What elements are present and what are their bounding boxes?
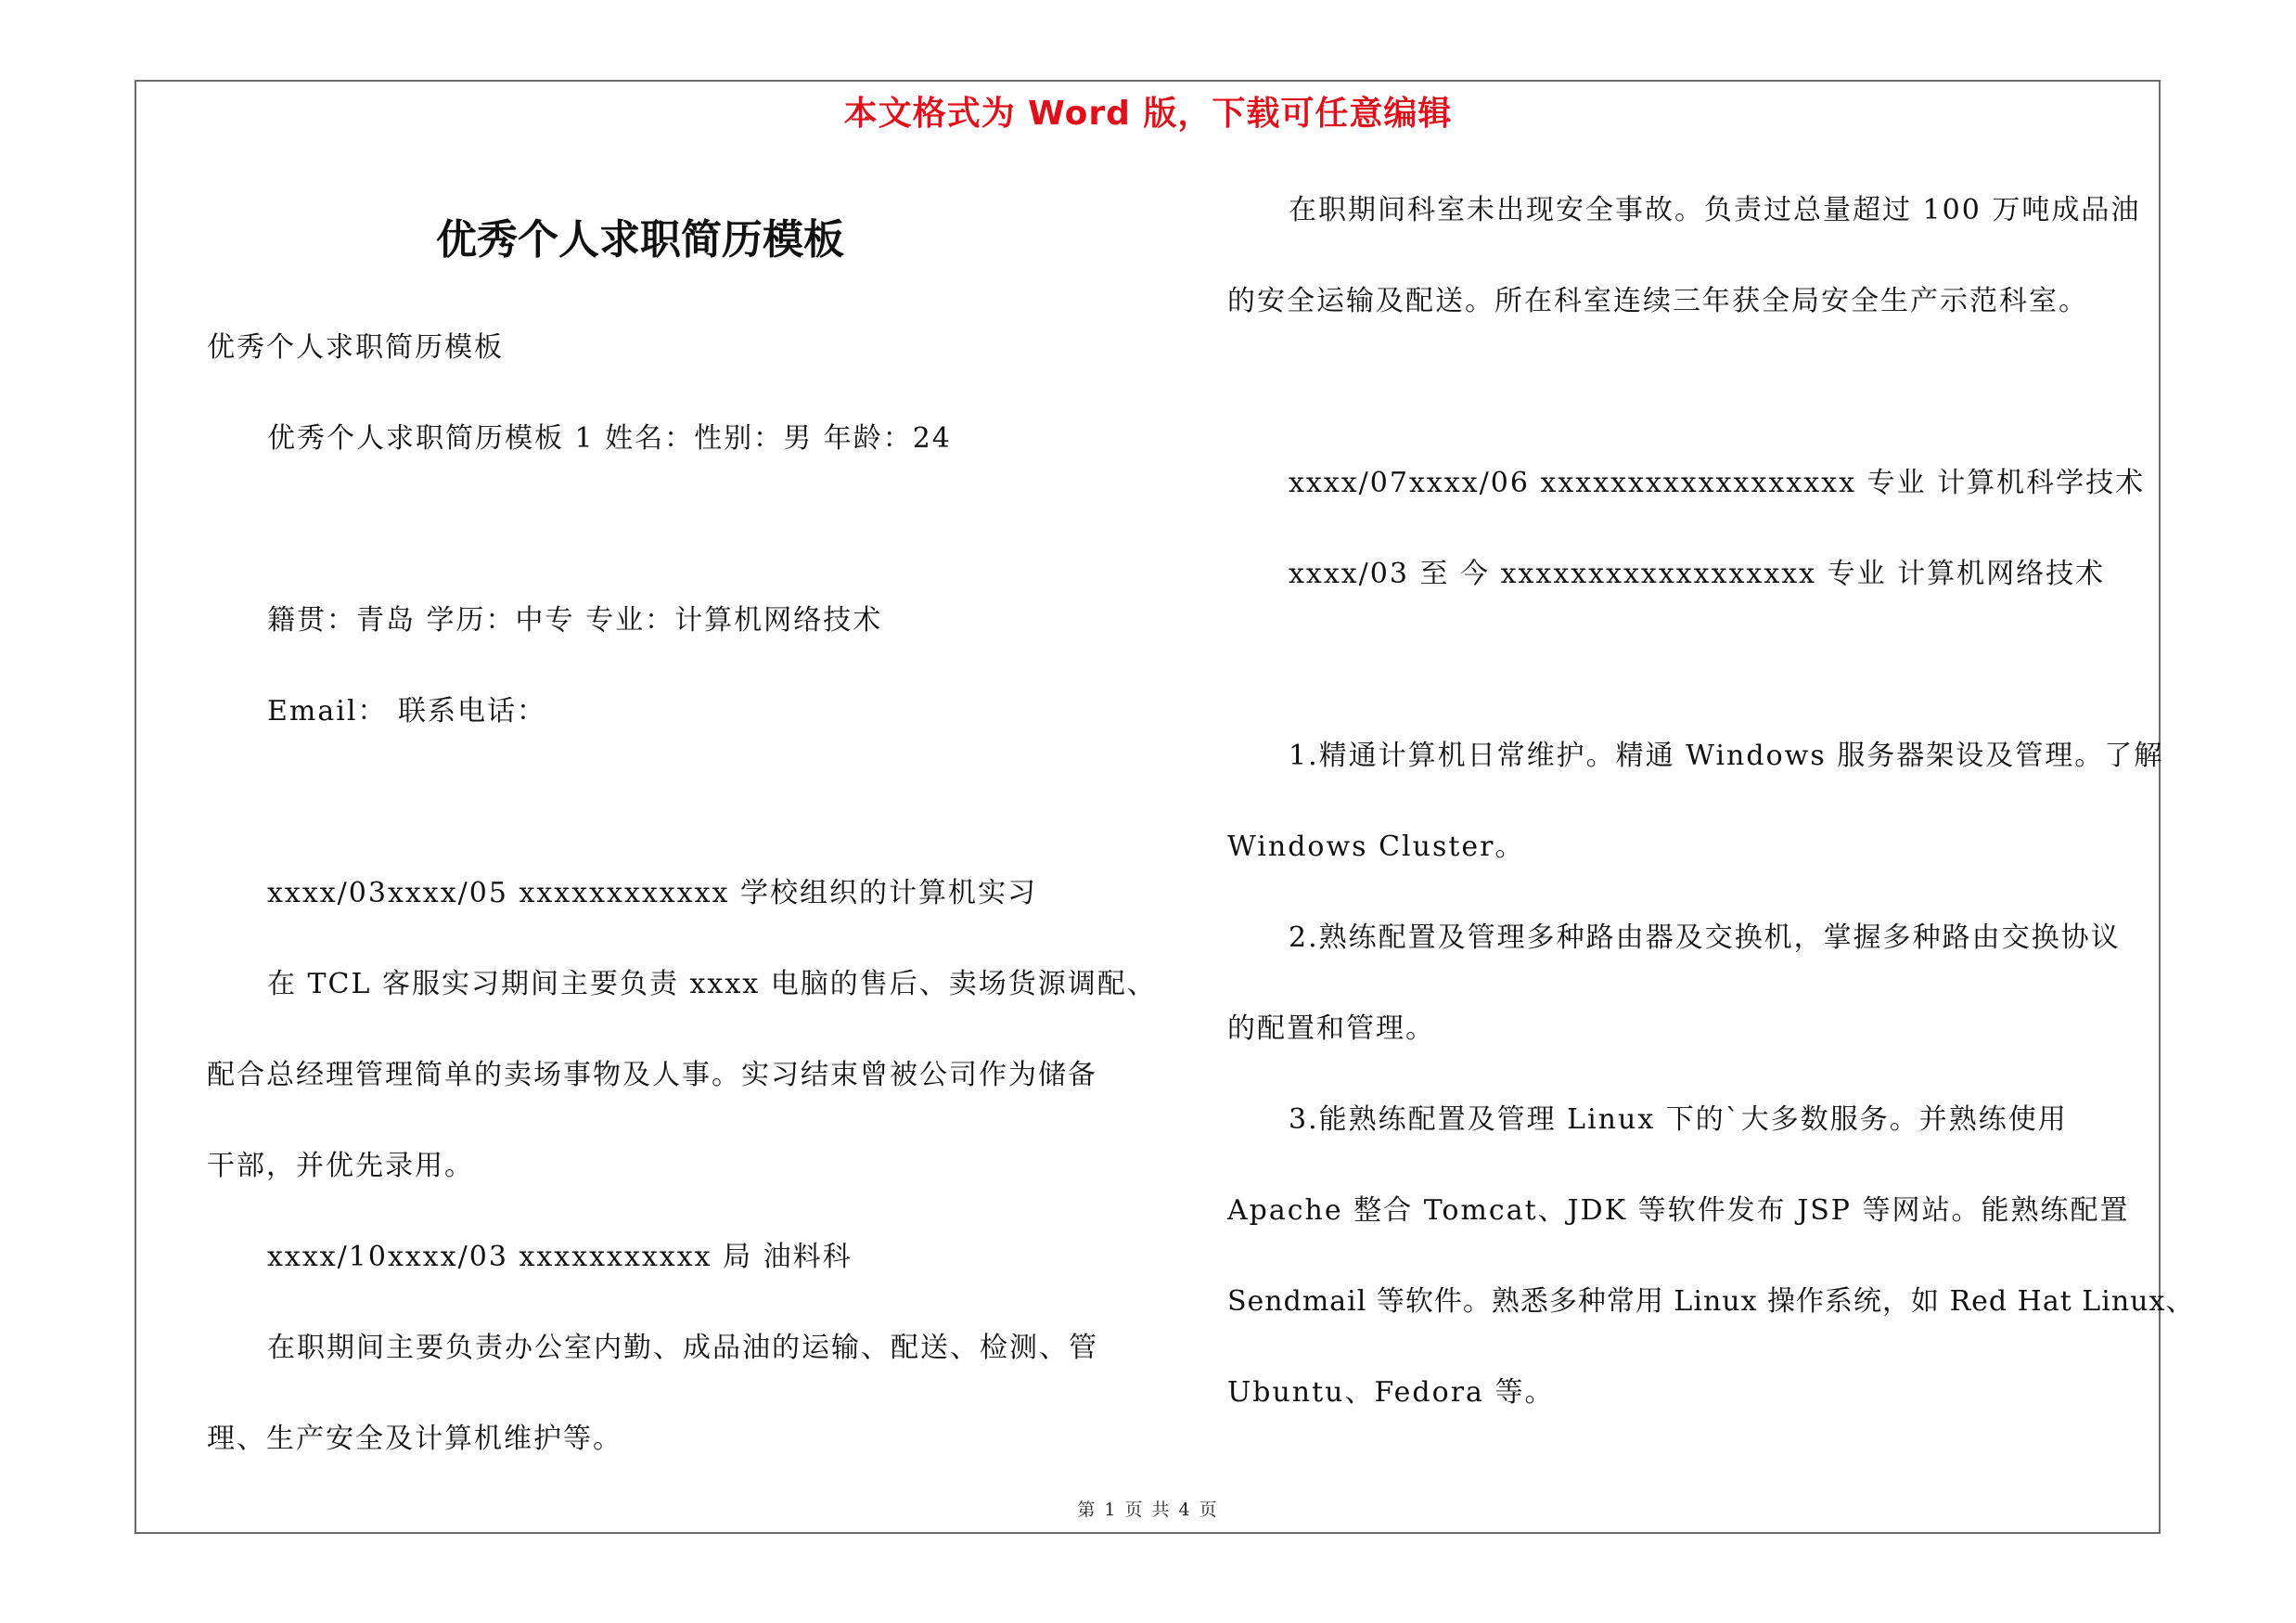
right-paragraph-skill-3d: Ubuntu、Fedora 等。: [1227, 1376, 1555, 1409]
left-paragraph-job-desc-1: 在职期间主要负责办公室内勤、成品油的运输、配送、检测、管: [267, 1332, 1098, 1364]
right-paragraph-skill-3a: 3.能熟练配置及管理 Linux 下的`大多数服务。并熟练使用: [1289, 1103, 2068, 1136]
right-paragraph-safety-1: 在职期间科室未出现安全事故。负责过总量超过 100 万吨成品油: [1289, 194, 2141, 226]
right-paragraph-skill-1a: 1.精通计算机日常维护。精通 Windows 服务器架设及管理。了解: [1289, 740, 2164, 772]
left-paragraph-internship-desc-2: 配合总经理管理简单的卖场事物及人事。实习结束曾被公司作为储备: [207, 1059, 1097, 1091]
right-paragraph-safety-2: 的安全运输及配送。所在科室连续三年获全局安全生产示范科室。: [1227, 285, 2088, 317]
right-paragraph-skill-2b: 的配置和管理。: [1227, 1012, 1435, 1045]
right-paragraph-skill-3c: Sendmail 等软件。熟悉多种常用 Linux 操作系统，如 Red Hat Linux、: [1227, 1285, 2195, 1318]
right-paragraph-education-2: xxxx/03 至 今 xxxxxxxxxxxxxxxxxx 专业 计算机网络技术: [1289, 558, 2106, 590]
left-paragraph-internship-period: xxxx/03xxxx/05 xxxxxxxxxxxx 学校组织的计算机实习: [267, 877, 1038, 909]
page-number-footer: 第 1 页 共 4 页: [1077, 1500, 1219, 1520]
left-paragraph-subtitle: 优秀个人求职简历模板: [207, 331, 504, 364]
right-paragraph-education-1: xxxx/07xxxx/06 xxxxxxxxxxxxxxxxxx 专业 计算机科学技术: [1289, 467, 2146, 499]
left-paragraph-internship-desc-1: 在 TCL 客服实习期间主要负责 xxxx 电脑的售后、卖场货源调配、: [267, 968, 1157, 1000]
right-paragraph-skill-1b: Windows Cluster。: [1227, 831, 1525, 863]
left-paragraph-contact: Email： 联系电话：: [267, 695, 546, 728]
left-paragraph-origin-education: 籍贯：青岛 学历：中专 专业：计算机网络技术: [267, 604, 883, 637]
left-paragraph-job-desc-2: 理、生产安全及计算机维护等。: [207, 1423, 622, 1455]
document-title: 优秀个人求职简历模板: [436, 216, 844, 264]
word-format-banner: 本文格式为 Word 版，下载可任意编辑: [843, 95, 1453, 133]
left-paragraph-job-period: xxxx/10xxxx/03 xxxxxxxxxxx 局 油料科: [267, 1241, 853, 1273]
right-paragraph-skill-2a: 2.熟练配置及管理多种路由器及交换机，掌握多种路由交换协议: [1289, 921, 2121, 954]
left-paragraph-personal-info: 优秀个人求职简历模板 1 姓名：性别：男 年龄：24: [267, 422, 952, 455]
right-paragraph-skill-3b: Apache 整合 Tomcat、JDK 等软件发布 JSP 等网站。能熟练配置: [1227, 1194, 2130, 1227]
left-paragraph-internship-desc-3: 干部，并优先录用。: [207, 1150, 474, 1182]
